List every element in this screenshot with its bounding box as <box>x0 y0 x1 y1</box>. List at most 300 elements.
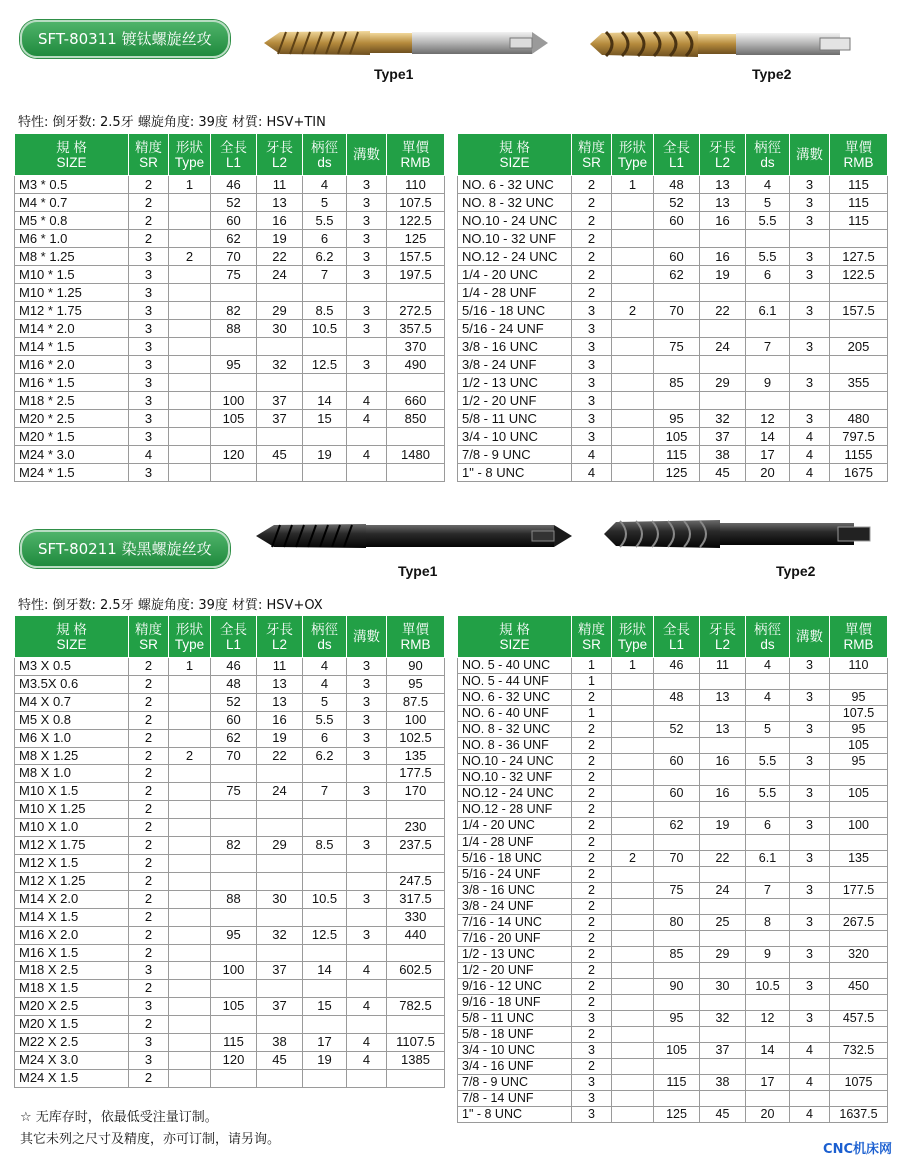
cell-flutes <box>790 930 830 946</box>
cell-size: M24 * 1.5 <box>15 464 129 482</box>
table-row <box>458 786 888 802</box>
table-row <box>458 930 888 946</box>
cell-type <box>169 1051 211 1069</box>
cell-l1: 60 <box>211 212 257 230</box>
cell-l2: 13 <box>700 690 746 706</box>
cell-price: 170 <box>387 783 445 801</box>
cell-price <box>830 674 888 690</box>
cell-l1 <box>654 230 700 248</box>
column-header: 單價 RMB <box>387 616 445 658</box>
cell-type <box>612 898 654 914</box>
cell-sr: 2 <box>572 962 612 978</box>
cell-flutes: 3 <box>790 338 830 356</box>
cell-size: NO. 5 - 40 UNC <box>458 658 572 674</box>
cell-sr: 3 <box>129 320 169 338</box>
cell-size: NO.12 - 28 UNF <box>458 802 572 818</box>
cell-ds: 14 <box>746 1043 790 1059</box>
cell-l2 <box>257 464 303 482</box>
cell-flutes: 4 <box>347 410 387 428</box>
cell-size: 5/8 - 11 UNC <box>458 1011 572 1027</box>
cell-l1: 52 <box>654 194 700 212</box>
cell-sr: 2 <box>572 194 612 212</box>
cell-l1 <box>211 338 257 356</box>
column-header: 規 格 SIZE <box>458 616 572 658</box>
cell-flutes <box>790 230 830 248</box>
cell-sr: 2 <box>572 802 612 818</box>
cell-flutes <box>347 980 387 998</box>
table-row <box>458 176 888 194</box>
cell-flutes <box>347 819 387 837</box>
cell-flutes <box>347 854 387 872</box>
cell-sr: 2 <box>572 866 612 882</box>
cell-size: 9/16 - 18 UNF <box>458 994 572 1010</box>
cell-ds: 8 <box>746 914 790 930</box>
footnote-stock: ☆ 无库存时，依最低受注量订制。 <box>20 1110 218 1125</box>
cell-flutes: 4 <box>790 464 830 482</box>
cell-type <box>169 890 211 908</box>
cell-size: 5/16 - 24 UNF <box>458 320 572 338</box>
cell-flutes: 4 <box>347 962 387 980</box>
cell-l2 <box>257 801 303 819</box>
cell-sr: 3 <box>572 320 612 338</box>
cell-price <box>387 464 445 482</box>
column-header: 全長 L1 <box>654 616 700 658</box>
table-row <box>15 944 445 962</box>
cell-type <box>612 1011 654 1027</box>
cell-price: 157.5 <box>830 302 888 320</box>
cell-price: 450 <box>830 978 888 994</box>
cell-l1: 62 <box>211 729 257 747</box>
cell-type <box>612 320 654 338</box>
cell-l2 <box>257 765 303 783</box>
cell-sr: 2 <box>572 930 612 946</box>
cell-type <box>612 866 654 882</box>
cell-sr: 2 <box>129 230 169 248</box>
cell-sr: 2 <box>129 1069 169 1087</box>
cell-l2: 22 <box>257 747 303 765</box>
cell-l1 <box>211 1016 257 1034</box>
cell-l2: 45 <box>700 1107 746 1123</box>
section1-metric-table <box>14 133 445 482</box>
cell-sr: 3 <box>572 1107 612 1123</box>
cell-size: 1/4 - 20 UNC <box>458 266 572 284</box>
cell-size: 1" - 8 UNC <box>458 464 572 482</box>
cell-ds <box>746 356 790 374</box>
table-row <box>15 302 445 320</box>
cell-type: 1 <box>612 658 654 674</box>
cell-l2 <box>700 994 746 1010</box>
table-row <box>458 802 888 818</box>
cell-sr: 3 <box>129 374 169 392</box>
cell-l2: 32 <box>257 356 303 374</box>
cell-ds: 14 <box>746 428 790 446</box>
section1-unified-table <box>457 133 888 482</box>
cell-ds <box>303 801 347 819</box>
cell-l1 <box>211 1069 257 1087</box>
cell-ds: 4 <box>303 675 347 693</box>
cell-type <box>169 998 211 1016</box>
cell-l2: 19 <box>700 266 746 284</box>
cell-ds: 12 <box>746 1011 790 1027</box>
cell-sr: 2 <box>572 898 612 914</box>
cell-size: 5/8 - 18 UNF <box>458 1027 572 1043</box>
cell-price: 602.5 <box>387 962 445 980</box>
cell-size: M12 * 1.75 <box>15 302 129 320</box>
cell-type <box>169 854 211 872</box>
cell-price: 357.5 <box>387 320 445 338</box>
cell-l2: 13 <box>700 194 746 212</box>
cell-flutes: 3 <box>790 882 830 898</box>
cell-l2: 29 <box>257 837 303 855</box>
cell-flutes: 3 <box>347 176 387 194</box>
cell-l1: 115 <box>654 1075 700 1091</box>
cell-l1 <box>211 908 257 926</box>
cell-price: 135 <box>830 850 888 866</box>
cell-l2 <box>700 1059 746 1075</box>
table-row <box>15 374 445 392</box>
table-row <box>458 674 888 690</box>
cell-price <box>387 854 445 872</box>
cell-ds: 6 <box>746 818 790 834</box>
cell-type <box>169 338 211 356</box>
cell-size: 9/16 - 12 UNC <box>458 978 572 994</box>
cell-ds: 10.5 <box>303 890 347 908</box>
table-row <box>15 675 445 693</box>
cell-flutes <box>790 962 830 978</box>
cell-l2: 37 <box>257 998 303 1016</box>
cell-ds <box>746 706 790 722</box>
cell-ds: 4 <box>746 658 790 674</box>
section2-type1-tap-image <box>254 519 574 553</box>
cell-ds: 12.5 <box>303 926 347 944</box>
cell-l2: 32 <box>257 926 303 944</box>
cell-ds: 17 <box>746 446 790 464</box>
cell-ds <box>303 908 347 926</box>
cell-size: 7/8 - 14 UNF <box>458 1091 572 1107</box>
cell-sr: 2 <box>572 266 612 284</box>
cell-type <box>612 770 654 786</box>
cell-l1: 115 <box>654 446 700 464</box>
cell-size: M14 * 2.0 <box>15 320 129 338</box>
cell-ds <box>746 230 790 248</box>
cell-ds <box>746 834 790 850</box>
cell-type <box>169 962 211 980</box>
section1-properties: 特性: 倒牙数: 2.5牙 螺旋角度: 39度 材質: HSV+TIN <box>18 115 326 130</box>
cell-l2 <box>700 930 746 946</box>
cell-l2 <box>700 770 746 786</box>
cell-type <box>612 738 654 754</box>
cell-flutes <box>790 834 830 850</box>
table-row <box>458 690 888 706</box>
cell-size: M24 X 3.0 <box>15 1051 129 1069</box>
cell-ds: 20 <box>746 464 790 482</box>
cell-size: 7/16 - 20 UNF <box>458 930 572 946</box>
table-row <box>15 284 445 302</box>
cell-ds: 9 <box>746 946 790 962</box>
table-row <box>458 722 888 738</box>
cell-ds: 5 <box>303 693 347 711</box>
cell-type <box>169 194 211 212</box>
cell-price: 177.5 <box>830 882 888 898</box>
table-row <box>15 338 445 356</box>
cell-sr: 3 <box>129 302 169 320</box>
column-header: 柄徑 ds <box>746 616 790 658</box>
cell-l1: 70 <box>654 850 700 866</box>
cell-flutes <box>347 765 387 783</box>
cell-size: 1/4 - 28 UNF <box>458 284 572 302</box>
cell-l2 <box>700 356 746 374</box>
cell-flutes: 3 <box>347 783 387 801</box>
cell-flutes: 3 <box>347 747 387 765</box>
column-header: 精度 SR <box>129 134 169 176</box>
cell-l2 <box>700 706 746 722</box>
cell-flutes <box>347 1016 387 1034</box>
cell-size: 3/4 - 16 UNF <box>458 1059 572 1075</box>
cell-price <box>830 930 888 946</box>
table-row <box>458 1059 888 1075</box>
cell-price: 732.5 <box>830 1043 888 1059</box>
cell-type <box>612 962 654 978</box>
cell-ds: 9 <box>746 374 790 392</box>
cell-price: 122.5 <box>830 266 888 284</box>
cell-price: 95 <box>830 722 888 738</box>
cell-flutes: 3 <box>790 946 830 962</box>
column-header: 牙長 L2 <box>257 134 303 176</box>
cell-ds: 5.5 <box>303 212 347 230</box>
table-row <box>458 1043 888 1059</box>
cell-l1: 46 <box>654 658 700 674</box>
table-row <box>458 212 888 230</box>
cell-price <box>387 428 445 446</box>
cell-size: M12 X 1.5 <box>15 854 129 872</box>
cell-l1: 60 <box>654 212 700 230</box>
cell-price: 115 <box>830 212 888 230</box>
cell-type <box>612 410 654 428</box>
cell-price: 100 <box>830 818 888 834</box>
column-header: 精度 SR <box>572 616 612 658</box>
cell-size: M10 X 1.0 <box>15 819 129 837</box>
cell-price: 107.5 <box>387 194 445 212</box>
cell-price: 102.5 <box>387 729 445 747</box>
section2-unified-table <box>457 615 888 1123</box>
cell-l2: 16 <box>700 754 746 770</box>
cell-ds <box>303 464 347 482</box>
cell-flutes <box>790 1027 830 1043</box>
table-row <box>15 872 445 890</box>
cell-type: 1 <box>169 176 211 194</box>
cell-l1 <box>654 284 700 302</box>
cell-flutes: 3 <box>790 850 830 866</box>
cell-sr: 3 <box>129 998 169 1016</box>
cell-sr: 2 <box>129 729 169 747</box>
cell-l2 <box>700 962 746 978</box>
cell-flutes: 4 <box>347 392 387 410</box>
cell-price: 330 <box>387 908 445 926</box>
cell-size: M3 * 0.5 <box>15 176 129 194</box>
cell-l1: 62 <box>211 230 257 248</box>
cell-flutes: 3 <box>347 212 387 230</box>
cell-ds: 14 <box>303 962 347 980</box>
cell-ds: 10.5 <box>746 978 790 994</box>
cell-l2: 16 <box>700 248 746 266</box>
cell-sr: 4 <box>572 446 612 464</box>
cell-size: 3/8 - 16 UNC <box>458 882 572 898</box>
table-row <box>458 248 888 266</box>
cell-l2: 24 <box>257 266 303 284</box>
cell-sr: 2 <box>129 890 169 908</box>
cell-ds: 17 <box>303 1034 347 1052</box>
cell-sr: 3 <box>572 302 612 320</box>
cell-price <box>830 1027 888 1043</box>
table-row <box>458 464 888 482</box>
cell-size: NO.10 - 32 UNF <box>458 770 572 786</box>
cell-price: 115 <box>830 176 888 194</box>
cell-type <box>169 908 211 926</box>
cell-type <box>169 872 211 890</box>
cell-price: 135 <box>387 747 445 765</box>
cell-type <box>169 1034 211 1052</box>
cell-l2 <box>257 908 303 926</box>
cell-l2 <box>257 284 303 302</box>
section1-type2-tap-image <box>588 26 856 62</box>
cell-flutes: 3 <box>790 818 830 834</box>
cell-ds <box>303 284 347 302</box>
cell-price: 122.5 <box>387 212 445 230</box>
table-row <box>458 706 888 722</box>
cell-price <box>387 374 445 392</box>
cell-sr: 3 <box>129 356 169 374</box>
cell-l2: 22 <box>700 302 746 320</box>
cell-ds: 4 <box>303 176 347 194</box>
table-row <box>458 882 888 898</box>
cell-l1: 95 <box>211 356 257 374</box>
cell-price: 797.5 <box>830 428 888 446</box>
table-row <box>458 284 888 302</box>
cell-type <box>612 978 654 994</box>
cell-flutes <box>790 320 830 338</box>
cell-ds: 5.5 <box>746 212 790 230</box>
cell-l1 <box>654 834 700 850</box>
cell-size: M24 X 1.5 <box>15 1069 129 1087</box>
cell-sr: 2 <box>572 978 612 994</box>
column-header: 全長 L1 <box>654 134 700 176</box>
cell-flutes: 3 <box>347 658 387 676</box>
column-header: 全長 L1 <box>211 616 257 658</box>
cell-type <box>169 374 211 392</box>
cell-ds: 6 <box>303 729 347 747</box>
cell-flutes: 3 <box>347 248 387 266</box>
cell-flutes <box>790 994 830 1010</box>
table-row <box>15 1051 445 1069</box>
cell-size: 5/16 - 18 UNC <box>458 302 572 320</box>
cell-size: M10 * 1.25 <box>15 284 129 302</box>
cell-price <box>387 980 445 998</box>
cell-price <box>387 1069 445 1087</box>
cell-size: NO.12 - 24 UNC <box>458 786 572 802</box>
cell-l1 <box>211 374 257 392</box>
cell-ds <box>746 962 790 978</box>
cell-sr: 3 <box>572 428 612 446</box>
cell-flutes: 3 <box>347 693 387 711</box>
cell-sr: 2 <box>572 882 612 898</box>
table-row <box>15 176 445 194</box>
cell-ds <box>303 980 347 998</box>
cell-price: 440 <box>387 926 445 944</box>
cell-sr: 2 <box>572 786 612 802</box>
cell-l2: 16 <box>700 786 746 802</box>
cell-type <box>169 1069 211 1087</box>
table-row <box>15 428 445 446</box>
cell-sr: 1 <box>572 674 612 690</box>
cell-size: M3 X 0.5 <box>15 658 129 676</box>
cell-l1: 105 <box>654 1043 700 1059</box>
cell-sr: 3 <box>572 1091 612 1107</box>
cell-price: 90 <box>387 658 445 676</box>
cell-sr: 3 <box>129 392 169 410</box>
table-row <box>458 754 888 770</box>
table-row <box>458 866 888 882</box>
cell-price <box>830 802 888 818</box>
table-row <box>458 818 888 834</box>
table-row <box>15 266 445 284</box>
cell-sr: 3 <box>572 410 612 428</box>
cell-l2: 30 <box>257 890 303 908</box>
cell-price: 490 <box>387 356 445 374</box>
cell-l2 <box>700 866 746 882</box>
cell-sr: 2 <box>129 1016 169 1034</box>
cell-sr: 2 <box>572 230 612 248</box>
section1-type2-label: Type2 <box>752 66 792 82</box>
cell-flutes: 3 <box>790 302 830 320</box>
table-row <box>15 854 445 872</box>
cell-l1 <box>211 801 257 819</box>
cell-price: 115 <box>830 194 888 212</box>
cell-l1: 46 <box>211 176 257 194</box>
table-row <box>458 320 888 338</box>
cell-ds <box>746 898 790 914</box>
cell-sr: 2 <box>572 834 612 850</box>
cell-type <box>169 711 211 729</box>
cell-flutes: 4 <box>790 1107 830 1123</box>
cell-ds: 4 <box>746 690 790 706</box>
cell-flutes: 4 <box>347 1051 387 1069</box>
cell-l1: 125 <box>654 1107 700 1123</box>
cell-type <box>169 926 211 944</box>
cell-sr: 3 <box>572 392 612 410</box>
cell-price: 95 <box>830 690 888 706</box>
cell-size: M20 X 2.5 <box>15 998 129 1016</box>
cell-ds: 19 <box>303 1051 347 1069</box>
cell-flutes <box>790 738 830 754</box>
cell-l2 <box>257 819 303 837</box>
cell-flutes: 3 <box>790 754 830 770</box>
table-row <box>15 392 445 410</box>
column-header: 溝數 <box>347 616 387 658</box>
cell-ds: 5 <box>746 194 790 212</box>
cell-size: M8 * 1.25 <box>15 248 129 266</box>
cell-sr: 2 <box>572 914 612 930</box>
cell-ds: 5.5 <box>303 711 347 729</box>
cell-l2: 30 <box>700 978 746 994</box>
cell-sr: 4 <box>572 464 612 482</box>
cell-size: NO. 6 - 32 UNC <box>458 176 572 194</box>
cell-sr: 4 <box>129 446 169 464</box>
cell-flutes: 3 <box>790 374 830 392</box>
cell-l2 <box>257 374 303 392</box>
cell-sr: 2 <box>129 801 169 819</box>
cell-size: NO.10 - 24 UNC <box>458 754 572 770</box>
cell-sr: 3 <box>572 356 612 374</box>
